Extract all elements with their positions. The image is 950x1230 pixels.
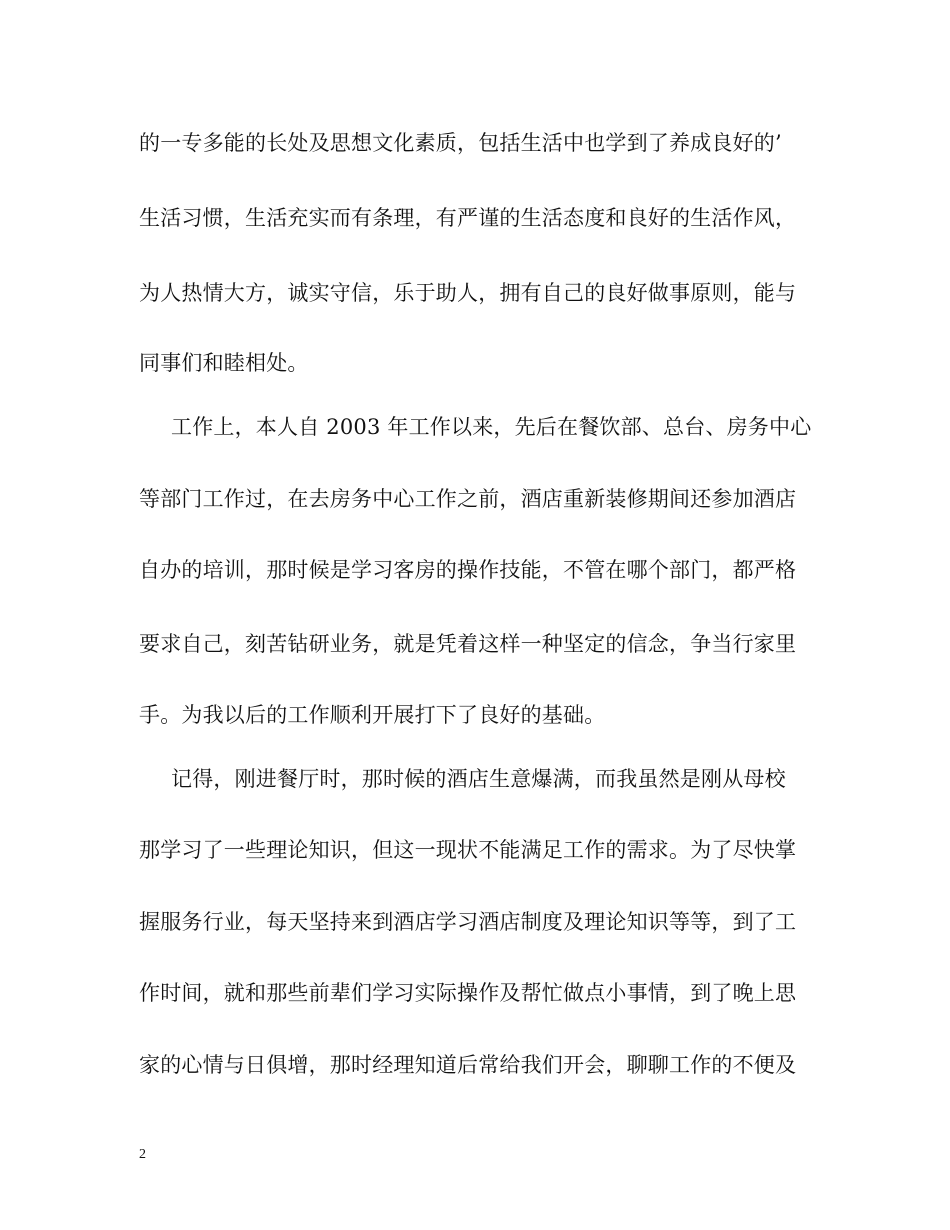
- page-number: 2: [139, 1147, 146, 1162]
- text-line: 生活习惯，生活充实而有条理，有严谨的生活态度和良好的生活作风，: [139, 206, 797, 230]
- paragraph-first-line: 工作上，本人自 2003 年工作以来，先后在餐饮部、总台、房务中心: [171, 415, 812, 439]
- text-line: 自办的培训，那时候是学习客房的操作技能，不管在哪个部门，都严格: [139, 558, 797, 582]
- text-line: 等部门工作过，在去房务中心工作之前，酒店重新装修期间还参加酒店: [139, 487, 797, 511]
- text-line: 家的心情与日俱增，那时经理知道后常给我们开会，聊聊工作的不便及: [139, 1053, 797, 1077]
- text-line: 要求自己，刻苦钻研业务，就是凭着这样一种坚定的信念，争当行家里: [139, 632, 797, 656]
- text-line: 手。为我以后的工作顺利开展打下了良好的基础。: [139, 703, 606, 727]
- text-line: 为人热情大方，诚实守信，乐于助人，拥有自己的良好做事原则，能与: [139, 281, 797, 305]
- text-line: 的一专多能的长处及思想文化素质，包括生活中也学到了养成良好的’: [139, 131, 782, 155]
- text-line: 握服务行业，每天坚持来到酒店学习酒店制度及理论知识等等，到了工: [139, 910, 797, 934]
- text-line: 作时间，就和那些前辈们学习实际操作及帮忙做点小事情，到了晚上思: [139, 981, 797, 1005]
- paragraph-first-line: 记得，刚进餐厅时，那时候的酒店生意爆满，而我虽然是刚从母校: [171, 767, 786, 791]
- text-line: 那学习了一些理论知识，但这一现状不能满足工作的需求。为了尽快掌: [139, 838, 797, 862]
- text-line: 同事们和睦相处。: [139, 351, 309, 375]
